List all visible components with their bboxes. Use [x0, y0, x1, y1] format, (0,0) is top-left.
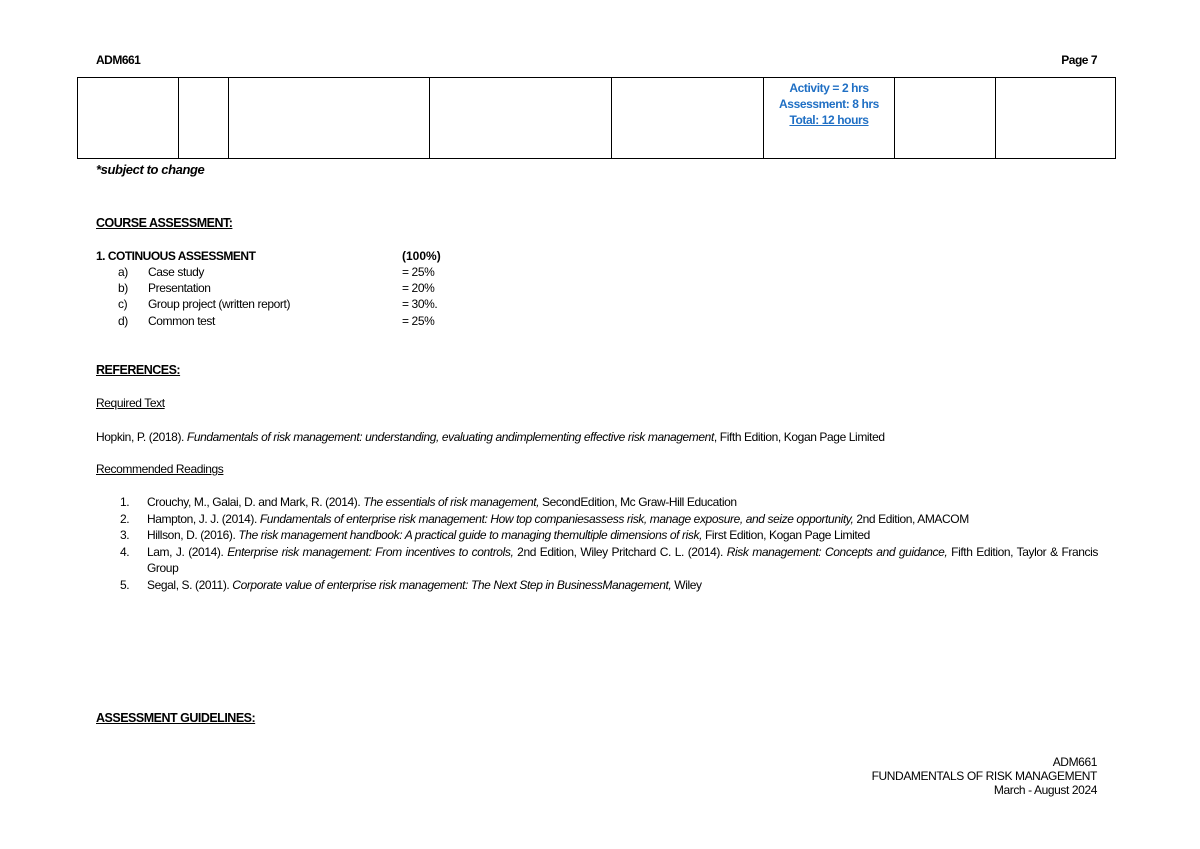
- item-label: Common test: [148, 314, 215, 328]
- item-label: Presentation: [148, 281, 211, 295]
- ref-publisher: First Edition, Kogan Page Limited: [702, 528, 870, 542]
- table-cell: [78, 78, 179, 159]
- ref-title: The risk management handbook: A practical guide to managing themultiple dimensions of risk,: [238, 528, 703, 542]
- assessment-guidelines-heading: ASSESSMENT GUIDELINES:: [96, 711, 256, 725]
- ref-author: Hampton, J. J. (2014).: [147, 511, 260, 526]
- ref-author: Hopkin, P. (2018).: [96, 430, 187, 444]
- table-row: [78, 78, 1116, 159]
- assessment-item: [118, 281, 211, 295]
- ref-author: Lam, J. (2014).: [147, 544, 228, 559]
- ref-publisher: , Fifth Edition, Kogan Page Limited: [713, 430, 885, 444]
- schedule-table: [77, 77, 1116, 159]
- footer-course-name: FUNDAMENTALS OF RISK MANAGEMENT: [871, 769, 1097, 783]
- subject-to-change-note: *subject to change: [96, 162, 205, 177]
- item-label: Case study: [148, 265, 205, 279]
- ref-publisher: 2nd Edition, AMACOM: [853, 511, 969, 526]
- page-footer: [872, 755, 1097, 797]
- table-cell-hours: [764, 78, 895, 159]
- table-cell: [996, 78, 1116, 159]
- page-number: Page 7: [1061, 53, 1097, 67]
- ref-author: Hillson, D. (2016).: [147, 528, 239, 542]
- continuous-assessment-total: (100%): [402, 249, 441, 263]
- ref-number: 1.: [120, 495, 130, 509]
- ref-title: Fundamentals of risk management: understanding, evaluating andimplementing effective risk management: [186, 430, 714, 444]
- item-letter: d): [118, 314, 128, 328]
- ref-title: Enterprise risk management: From incentives to controls,: [227, 544, 514, 559]
- assessment-item: [118, 297, 290, 311]
- continuous-assessment-heading: 1. COTINUOUS ASSESSMENT: [96, 249, 256, 263]
- course-assessment-heading: COURSE ASSESSMENT:: [96, 216, 233, 230]
- item-letter: c): [118, 297, 128, 311]
- ref-title: Fundamentals of enterprise risk management: How top companiesassess risk, manage exposure, and seize opportunity,: [259, 511, 854, 526]
- table-cell: [612, 78, 764, 159]
- assessment-hours: Assessment: 8 hrs: [779, 97, 879, 111]
- ref-number: 5.: [120, 577, 130, 592]
- item-value: = 30%.: [402, 297, 438, 311]
- item-letter: b): [118, 281, 128, 295]
- references-heading: REFERENCES:: [96, 363, 181, 377]
- item-label: Group project (written report): [148, 297, 291, 311]
- assessment-item: [118, 314, 215, 328]
- footer-semester: March - August 2024: [993, 783, 1097, 797]
- item-value: = 25%: [402, 314, 435, 328]
- recommended-readings-list: [96, 494, 1098, 593]
- list-item: [96, 494, 1098, 511]
- ref-title: The essentials of risk management,: [363, 495, 540, 509]
- item-value: = 25%: [402, 265, 435, 279]
- total-hours: Total: 12 hours: [789, 113, 869, 127]
- ref-title-2: Risk management: Concepts and guidance,: [726, 544, 948, 559]
- ref-number: 2.: [120, 511, 130, 526]
- ref-publisher-2: Fifth Edition, Taylor & Francis Group: [147, 544, 1098, 575]
- course-code-header: ADM661: [96, 53, 141, 67]
- footer-course-code: ADM661: [1052, 755, 1097, 769]
- ref-title: Corporate value of enterprise risk management: The Next Step in BusinessManagement,: [232, 577, 672, 592]
- table-cell: [895, 78, 996, 159]
- ref-author: Segal, S. (2011).: [147, 577, 233, 592]
- required-text-label: Required Text: [96, 396, 165, 410]
- ref-number: 4.: [120, 544, 130, 559]
- item-value: = 20%: [402, 281, 435, 295]
- required-reference: [96, 430, 885, 444]
- ref-number: 3.: [120, 528, 130, 542]
- list-item: [96, 544, 1098, 577]
- activity-hours: Activity = 2 hrs: [789, 81, 869, 95]
- ref-publisher: SecondEdition, Mc Graw-Hill Education: [539, 495, 737, 509]
- table-cell: [229, 78, 430, 159]
- ref-publisher: Wiley: [671, 577, 702, 592]
- list-item: [96, 577, 1098, 594]
- assessment-item: [118, 265, 204, 279]
- list-item: [96, 527, 1098, 544]
- item-letter: a): [118, 265, 128, 279]
- ref-author: Crouchy, M., Galai, D. and Mark, R. (2014).: [147, 495, 364, 509]
- ref-publisher: 2nd Edition, Wiley Pritchard C. L. (2014).: [513, 544, 727, 559]
- table-cell: [179, 78, 229, 159]
- recommended-readings-label: Recommended Readings: [96, 462, 224, 476]
- table-cell: [430, 78, 612, 159]
- list-item: [96, 511, 1098, 528]
